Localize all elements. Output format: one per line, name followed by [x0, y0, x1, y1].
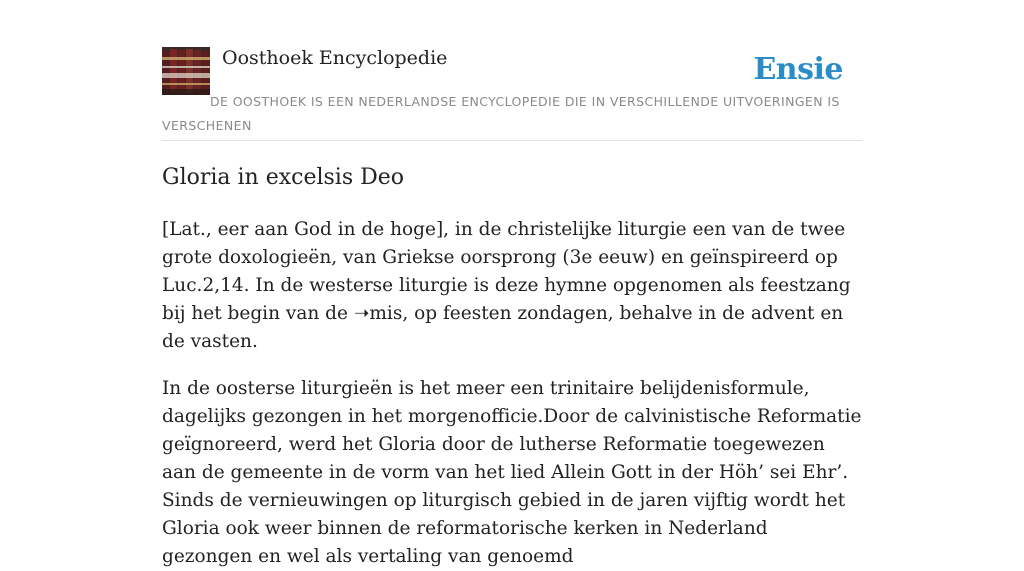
encyclopedia-books-icon — [162, 47, 210, 95]
site-name[interactable]: Oosthoek Encyclopedie — [222, 47, 448, 69]
cross-reference-arrow-icon: ➝ — [353, 303, 370, 324]
site-header — [162, 46, 862, 141]
article-paragraph-2: In de oosterse liturgieën is het meer een trinitaire belijdenisformule, dagelijks gezongen in het morgenofficie.Door de calvinistische Reformatie geïgnoreerd, werd het Gloria door de lutherse Reformatie toegewezen aan de gemeente in de vorm van het lied Allein Gott in der Höh’ sei Ehr’. Sinds de vernieuwingen op liturgisch gebied in de jaren vijftig wordt het Gloria ook weer binnen de reformatorische kerken in Nederland gezongen en wel als vertaling van genoemd — [162, 378, 862, 567]
paragraph-1-text: [Lat., eer aan God in de hoge], in de christelijke liturgie een van de twee grote doxologieën, van Griekse oorsprong (3e eeuw) en geïnspireerd op Luc.2,14. In de westerse liturgie is deze hymne opgenomen als feestzang bij het begin van de — [162, 219, 851, 324]
site-tagline: DE OOSTHOEK IS EEN NEDERLANDSE ENCYCLOPEDIE DIE IN VERSCHILLENDE UITVOERINGEN IS VERSCHENEN — [162, 94, 840, 133]
article-title: Gloria in excelsis Deo — [162, 165, 405, 190]
paragraph-1-text-end: , op feesten zondagen, behalve in de advent en de vasten. — [162, 303, 844, 352]
avatar[interactable] — [162, 47, 210, 95]
brand-logo[interactable]: Ensie — [753, 52, 843, 87]
cross-reference-link-mis[interactable]: mis — [369, 303, 403, 324]
article — [162, 160, 862, 571]
article-paragraph-1 — [162, 216, 862, 356]
